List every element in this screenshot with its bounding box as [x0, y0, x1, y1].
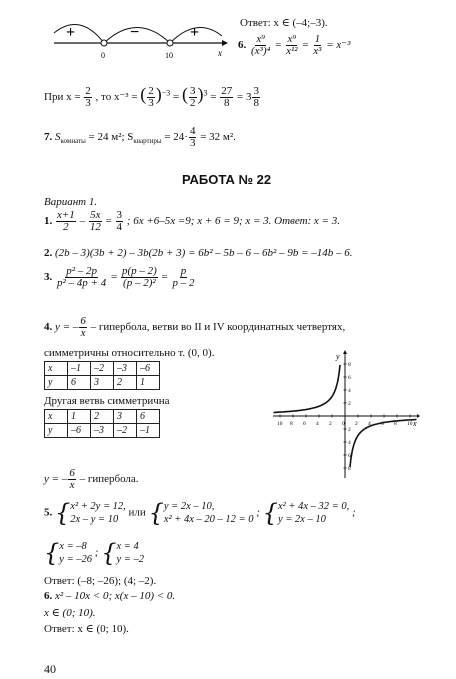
y-tick-label: 2 [348, 427, 351, 433]
table-cell: y [45, 424, 68, 438]
table-cell: y [45, 376, 68, 390]
table-row [45, 410, 160, 424]
x-tick-label: 8 [290, 421, 293, 427]
table-row [45, 424, 160, 438]
task-4-line2: симметричны относительно т. (0, 0). [44, 347, 215, 359]
x-tick-label: 10 [277, 421, 283, 427]
x-tick-label: 10 [407, 421, 413, 427]
table-row [45, 376, 160, 390]
task-3: 3. $\frac{\text{p² – 2p}}{\text{p² – 4p + 4}}$ = $\frac{p(p - 2)}{\text{(p – 2)²}}$ = $\frac{p}{p - 2}$ [44, 265, 195, 289]
table-cell: 1 [137, 376, 160, 390]
values-table-2 [44, 409, 160, 438]
y-tick-label: 4 [348, 440, 351, 446]
x-tick-label: 6 [381, 421, 384, 427]
table-cell: –1 [137, 424, 160, 438]
task-6-top: 6. $\frac{\text{x⁹}}{\text{(x³)⁴}}$ = $\frac{\text{x⁹}}{\text{x¹²}}$ = $\frac{1}{\text{x³}}$ = x⁻³ [238, 33, 351, 57]
page-number: 40 [44, 662, 56, 676]
y-tick-label: 6 [348, 453, 351, 459]
table-cell: 3 [91, 376, 114, 390]
x-tick-label: 2 [329, 421, 332, 427]
table-row [45, 362, 160, 376]
table-cell: 6 [68, 376, 91, 390]
axis-x: x [218, 48, 222, 58]
task-5-answer: Ответ: (–8; –26); (4; –2). [44, 575, 157, 587]
y-tick-label: 8 [348, 466, 351, 472]
y-axis-arrow [343, 350, 347, 354]
table-cell: 3 [114, 410, 137, 424]
answer-prev: Ответ: x ∈ (–4;–3). [240, 17, 328, 29]
task-2: 2. (2b – 3)(3b + 2) – 3b(2b + 3) = 6b² – 5b – 6 – 6b² – 9b = –14b – 6. [44, 247, 353, 259]
y-tick-label: 6 [348, 375, 351, 381]
number-line [52, 6, 232, 60]
hyperbola-graph [270, 350, 420, 480]
x-axis-label: x [413, 419, 417, 428]
x-tick-label: 0 [342, 421, 345, 427]
table-cell: x [45, 410, 68, 424]
y-tick-label: 2 [348, 401, 351, 407]
line-pri: При x = $\frac{2}{3}$ , то x⁻³ = ( $\frac{2}{3}$ )$^{-3}$ = ( $\frac{3}{2}$ )$^3$ = $\frac{27}{8}$ = 3 $\frac{3}{8}$ [44, 84, 259, 109]
other-branch: Другая ветвь симметрична [44, 395, 170, 407]
table-cell: x [45, 362, 68, 376]
variant: Вариант 1. [44, 196, 98, 208]
y-tick-label: 4 [348, 388, 351, 394]
numberline-plus-left: + [66, 24, 76, 41]
table-cell: –1 [68, 362, 91, 376]
y-tick-label: 8 [348, 362, 351, 368]
task-5-roots: {x = –8 y = –26 ; {x = 4 y = –2 [44, 539, 144, 567]
work-title: РАБОТА № 22 [182, 172, 272, 187]
table-cell: 2 [114, 376, 137, 390]
task-7: 7. $S_{комнаты} = 24$ м²; $S_{квартиры} = 24\cdot$ $\frac{4}{3}$ = 32 м². [44, 125, 236, 149]
y-axis-label: y [336, 352, 340, 361]
task-4-end: y = – $\frac{6}{x}$ – гипербола. [44, 467, 139, 491]
numberline-minus: − [130, 24, 140, 41]
graph-axes [273, 350, 420, 478]
table-cell: –2 [91, 362, 114, 376]
table-cell: –6 [68, 424, 91, 438]
task-5: 5. {x² + 2y = 12, 2x – y = 10 или {y = 2x – 10, x² + 4x – 20 – 12 = 0 ; {x² + 4x – 32 = 0, y = 2x – 10 ; [44, 499, 356, 527]
table-cell: 6 [137, 410, 160, 424]
hyperbola-branch-left [274, 365, 341, 413]
x-tick-label: 2 [355, 421, 358, 427]
task-6-answer: Ответ: x ∈ (0; 10). [44, 623, 129, 635]
task-6-line2: x ∈ (0; 10). [44, 607, 96, 619]
x-tick-label: 6 [303, 421, 306, 427]
x-tick-label: 4 [316, 421, 319, 427]
table-cell: 2 [91, 410, 114, 424]
task-6: 6. x² – 10x < 0; x(x – 10) < 0. [44, 590, 176, 602]
table-cell: –3 [114, 362, 137, 376]
table-cell: –3 [91, 424, 114, 438]
x-tick-label: 4 [368, 421, 371, 427]
numberline-plus-right: + [190, 24, 200, 41]
task-4: 4. y = – $\frac{6}{x}$ – гипербола, ветви во II и IV координатных четвертях, [44, 315, 346, 339]
tick-10: 10 [165, 51, 173, 60]
task-1: 1. $\frac{x+1}{2}$ – $\frac{5x}{12}$ = $\frac{3}{4}$ ; 6x +6–5x =9; x + 6 = 9; x = 3. Ответ: x = 3. [44, 209, 340, 233]
x-tick-label: 8 [394, 421, 397, 427]
tick-0: 0 [101, 51, 105, 60]
table-cell: 1 [68, 410, 91, 424]
values-table-1 [44, 361, 160, 390]
table-cell: –6 [137, 362, 160, 376]
x-axis-arrow [417, 414, 420, 418]
table-cell: –2 [114, 424, 137, 438]
